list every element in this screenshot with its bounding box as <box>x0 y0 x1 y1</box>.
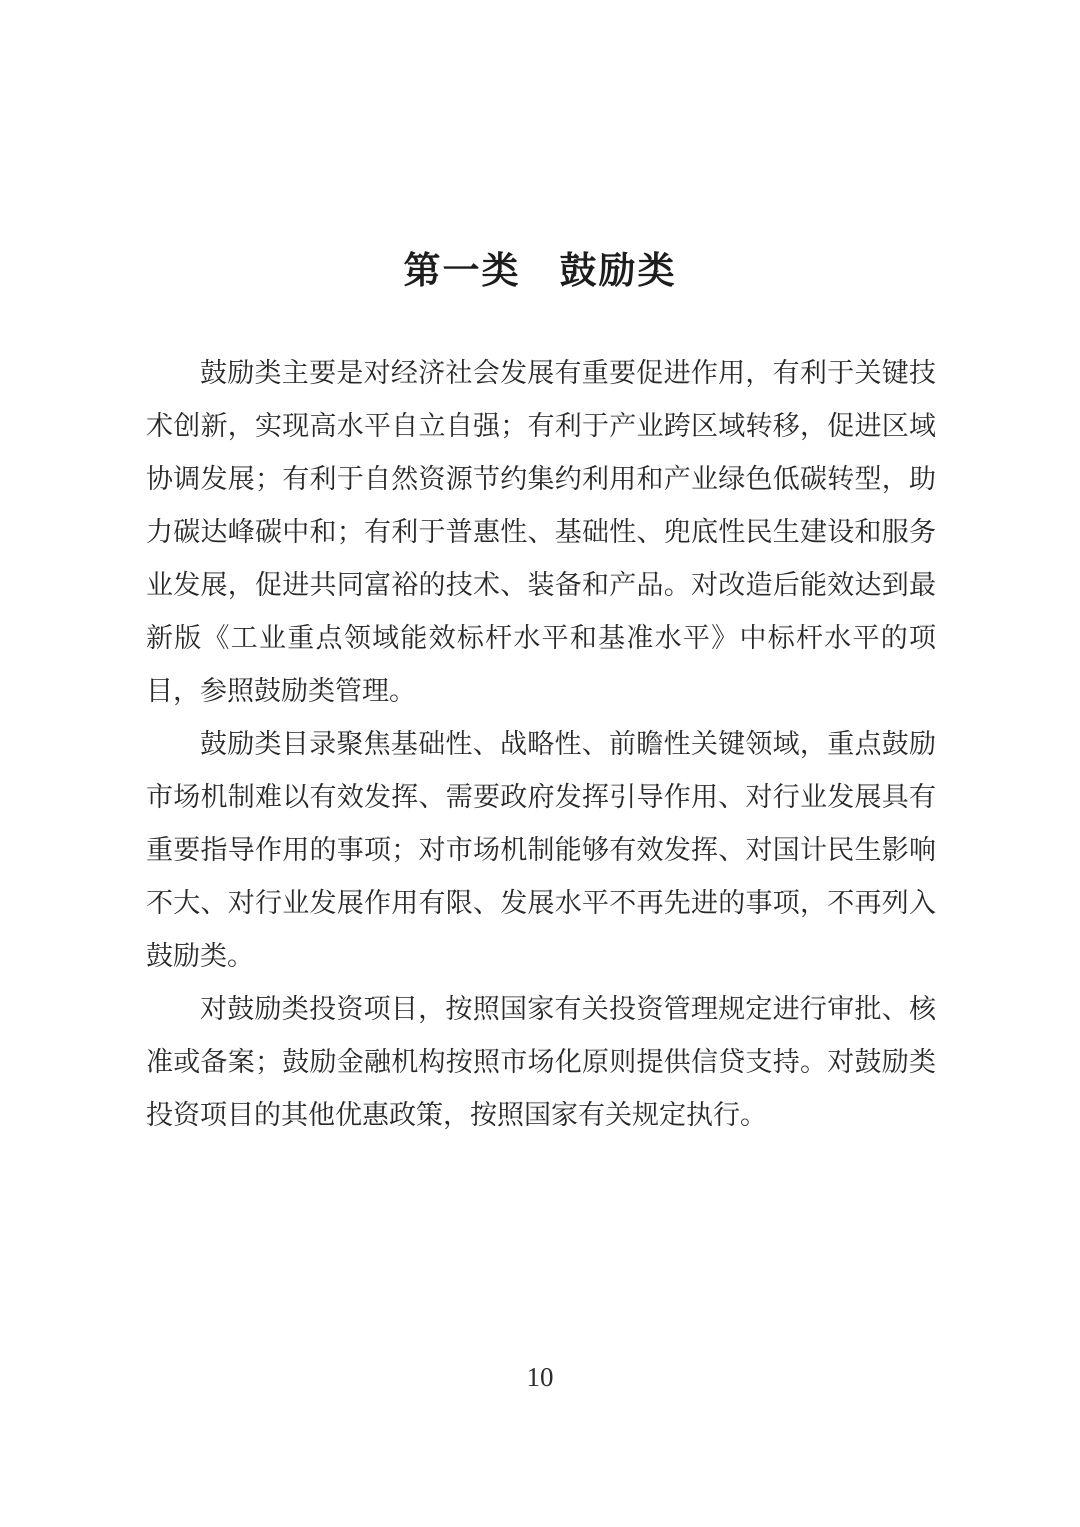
paragraph-investment-policy: 对鼓励类投资项目，按照国家有关投资管理规定进行审批、核准或备案；鼓励金融机构按照市场化原则提供信贷支持。对鼓励类投资项目的其他优惠政策，按照国家有关规定执行。 <box>146 994 936 1130</box>
document-body <box>146 347 936 1142</box>
page-number: 10 <box>526 1362 554 1392</box>
page-title: 第一类 鼓励类 <box>403 250 677 291</box>
paragraph-catalog-focus: 鼓励类目录聚焦基础性、战略性、前瞻性关键领域，重点鼓励市场机制难以有效发挥、需要政府发挥引导作用、对行业发展具有重要指导作用的事项；对市场机制能够有效发挥、对国计民生影响不大、对行业发展作用有限、发展水平不再先进的事项，不再列入鼓励类。 <box>146 729 936 971</box>
paragraph-encouraged-overview: 鼓励类主要是对经济社会发展有重要促进作用，有利于关键技术创新，实现高水平自立自强；有利于产业跨区域转移，促进区域协调发展；有利于自然资源节约集约利用和产业绿色低碳转型，助力碳达峰碳中和；有利于普惠性、基础性、兜底性民生建设和服务业发展，促进共同富裕的技术、装备和产品。对改造后能效达到最新版《工业重点领域能效标杆水平和基准水平》中标杆水平的项目，参照鼓励类管理。 <box>146 358 936 706</box>
